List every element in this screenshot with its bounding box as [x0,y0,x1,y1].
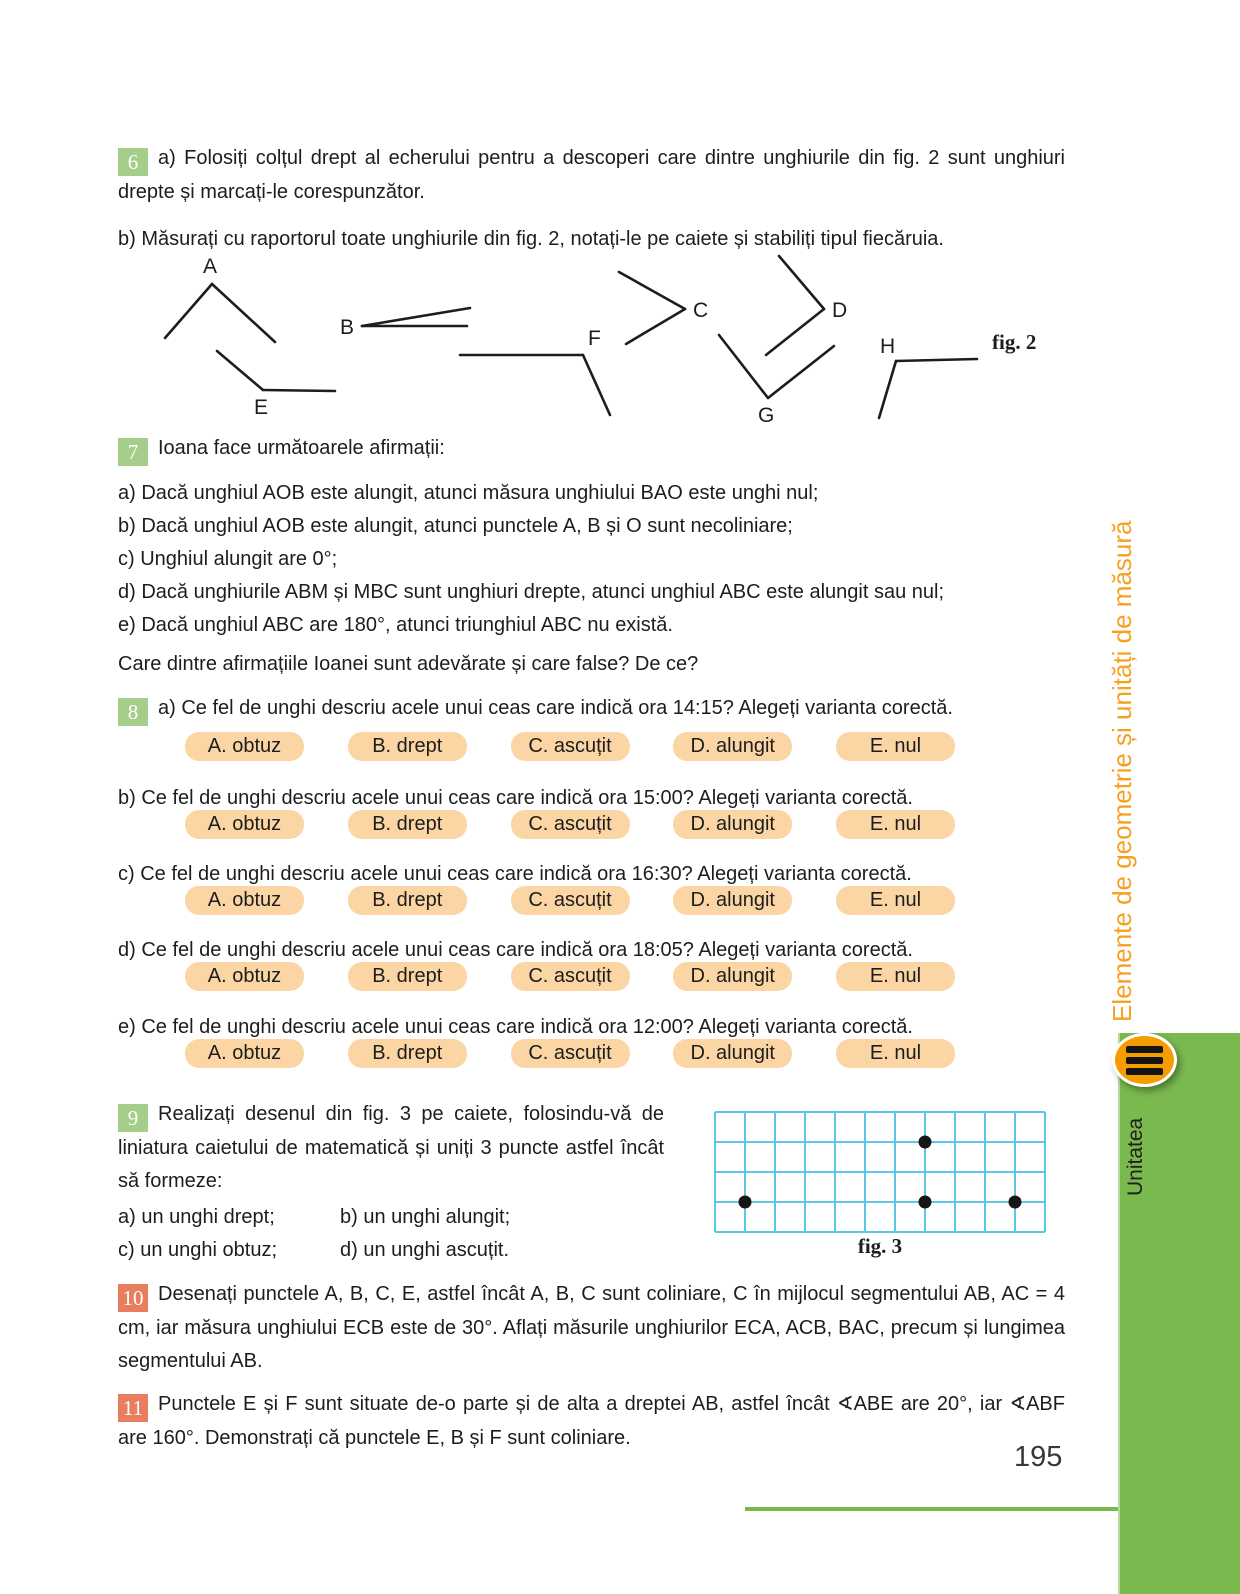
exercise-8-question-a: 8 a) Ce fel de unghi descriu acele unui ceas care indică ora 14:15? Alegeți varianta corectă. [118,695,1068,726]
exercise-8-question-d: d) Ce fel de unghi descriu acele unui ceas care indică ora 18:05? Alegeți varianta corectă. [118,939,913,961]
angle-label-B: B [340,316,355,339]
answer-option-pill[interactable]: B. drept [348,810,467,839]
item-b: b) un unghi alungit; [340,1206,511,1228]
answer-option-pill[interactable]: E. nul [836,810,955,839]
item-c: c) un unghi obtuz; [118,1239,277,1261]
grid-point [1009,1196,1022,1209]
exercise-number-badge: 10 [118,1284,148,1312]
answer-option-pill[interactable]: C. ascuțit [511,886,630,915]
exercise-9-text: Realizați desenul din fig. 3 pe caiete, folosindu-vă de liniatura caietului de matematică și uniți 3 puncte astfel încât să formeze: [118,1103,664,1192]
hamburger-icon [1126,1057,1163,1064]
hamburger-icon [1126,1046,1163,1053]
fig2-caption: fig. 2 [992,330,1037,354]
exercise-10-text: Desenați punctele A, B, C, E, astfel încât A, B, C sunt coliniare, C în mijlocul segmentului AB, AC = 4 cm, iar măsura unghiului ECB este de 30°. Aflați măsurile unghiurilor ECA, ACB, BAC, precum și lungimea segmentului AB. [118,1283,1065,1372]
unit-title-vertical: Elemente de geometrie și unități de măsură [1107,520,1137,1022]
exercise-8-question-e: e) Ce fel de unghi descriu acele unui ceas care indică ora 12:00? Alegeți varianta corectă. [118,1016,913,1038]
grid-point [919,1136,932,1149]
exercise-number-badge: 11 [118,1394,148,1422]
exercise-7 [118,432,1065,676]
exercise-number-badge: 8 [118,698,148,726]
item-d: d) un unghi ascuțit. [340,1239,509,1261]
exercise-7-intro: Ioana face următoarele afirmații: [158,437,445,459]
exercise-6-part-a: a) Folosiți colțul drept al echerului pentru a descoperi care dintre unghiurile din fig. 2 sunt unghiuri drepte și marcați-le corespunzător. [118,147,1065,203]
answer-option-pill[interactable]: A. obtuz [185,810,304,839]
item-a: a) un unghi drept; [118,1206,275,1228]
exercise-10 [118,1278,1065,1378]
grid-point [739,1196,752,1209]
exercise-number-badge: 7 [118,438,148,466]
answer-option-pill[interactable]: D. alungit [673,886,792,915]
answer-option-pill[interactable]: E. nul [836,886,955,915]
exercise-9-row-1 [118,1204,664,1231]
statement-d: d) Dacă unghiurile ABM și MBC sunt unghiuri drepte, atunci unghiul ABC este alungit sau nul; [118,581,945,603]
answer-option-pill[interactable]: C. ascuțit [511,1039,630,1068]
angle-label-E: E [254,396,269,419]
menu-button[interactable] [1112,1033,1177,1087]
answer-options-row-d [185,962,955,991]
exercise-11-text: Punctele E și F sunt situate de-o parte și de alta a dreptei AB, astfel încât ∢ABE are 20°, iar ∢ABF are 160°. Demonstrați că punctele E, B și F sunt coliniare. [118,1393,1065,1449]
footer-divider [745,1507,1118,1511]
answer-option-pill[interactable]: E. nul [836,1039,955,1068]
exercise-8-question-c: c) Ce fel de unghi descriu acele unui ceas care indică ora 16:30? Alegeți varianta corectă. [118,863,912,885]
exercise-6-part-b: b) Măsurați cu raportorul toate unghiurile din fig. 2, notați-le pe caiete și stabiliți tipul fiecăruia. [118,228,944,250]
answer-option-pill[interactable]: E. nul [836,962,955,991]
exercise-9-row-2 [118,1237,664,1264]
answer-option-pill[interactable]: E. nul [836,732,955,761]
angle-label-D: D [832,299,848,322]
answer-options-row-c [185,886,955,915]
answer-option-pill[interactable]: D. alungit [673,810,792,839]
answer-option-pill[interactable]: A. obtuz [185,1039,304,1068]
answer-option-pill[interactable]: A. obtuz [185,732,304,761]
statement-a: a) Dacă unghiul AOB este alungit, atunci măsura unghiului BAO este unghi nul; [118,482,819,504]
angle-label-A: A [203,255,218,278]
exercise-6 [118,142,1065,256]
angle-label-G: G [758,404,775,427]
answer-options-row-e [185,1039,955,1068]
fig2-angles-figure [140,252,1060,428]
statement-e: e) Dacă unghiul ABC are 180°, atunci triunghiul ABC nu există. [118,614,673,636]
exercise-8-question-b: b) Ce fel de unghi descriu acele unui ceas care indică ora 15:00? Alegeți varianta corectă. [118,787,913,809]
answer-option-pill[interactable]: D. alungit [673,1039,792,1068]
answer-option-pill[interactable]: C. ascuțit [511,962,630,991]
angle-label-H: H [880,335,896,358]
angle-label-C: C [693,299,709,322]
fig3-caption: fig. 3 [857,1234,903,1258]
statement-c: c) Unghiul alungit are 0°; [118,548,338,570]
answer-option-pill[interactable]: D. alungit [673,732,792,761]
exercise-number-badge: 6 [118,148,148,176]
answer-option-pill[interactable]: A. obtuz [185,962,304,991]
hamburger-icon [1126,1068,1163,1075]
unit-label-vertical: Unitatea [1124,1117,1147,1196]
answer-option-pill[interactable]: C. ascuțit [511,810,630,839]
answer-options-row-b [185,810,955,839]
answer-option-pill[interactable]: B. drept [348,886,467,915]
exercise-9 [118,1098,664,1264]
answer-option-pill[interactable]: D. alungit [673,962,792,991]
fig3-grid-figure [713,1110,1047,1234]
exercise-number-badge: 9 [118,1104,148,1132]
exercise-7-question: Care dintre afirmațiile Ioanei sunt adevărate și care false? De ce? [118,653,699,675]
page-number: 195 [1014,1441,1063,1473]
angle-label-F: F [588,327,601,350]
answer-option-pill[interactable]: A. obtuz [185,886,304,915]
grid-point [919,1196,932,1209]
answer-option-pill[interactable]: B. drept [348,732,467,761]
answer-option-pill[interactable]: B. drept [348,962,467,991]
answer-options-row-a [185,732,955,761]
answer-option-pill[interactable]: C. ascuțit [511,732,630,761]
statement-b: b) Dacă unghiul AOB este alungit, atunci punctele A, B și O sunt necoliniare; [118,515,793,537]
answer-option-pill[interactable]: B. drept [348,1039,467,1068]
exercise-11 [118,1388,1065,1455]
